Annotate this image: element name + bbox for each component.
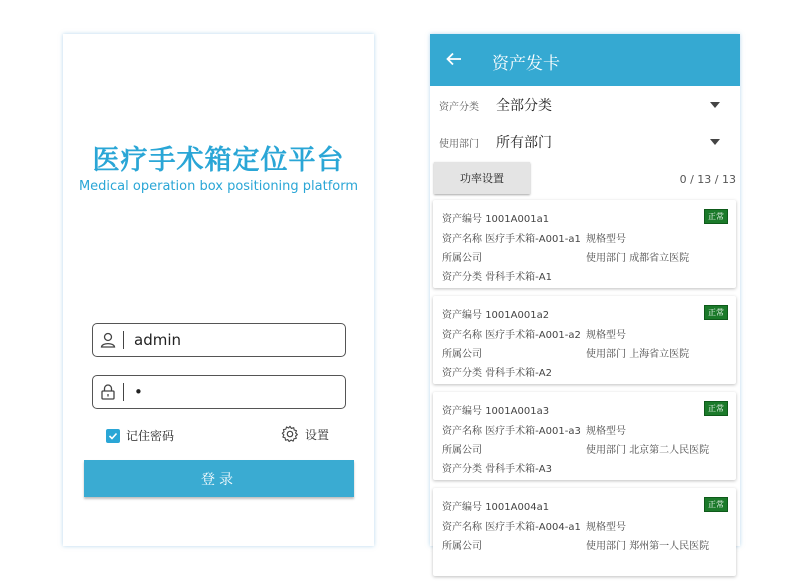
asset-code-row [442,498,549,513]
dept-row [586,345,689,360]
status-badge: 正常 [704,305,728,320]
asset-name: 医疗手术箱-A004-a1 [485,522,581,533]
field-label: 所属公司 [442,253,482,264]
dept-row [586,537,709,552]
password-field[interactable] [92,375,346,409]
asset-category: 骨科手术箱-A2 [485,368,552,379]
field-label: 所属公司 [442,349,482,360]
list-item[interactable] [433,296,736,384]
list-item[interactable] [433,200,736,288]
status-badge: 正常 [704,209,728,224]
login-button[interactable]: 登录 [84,460,354,497]
company-row [442,441,482,456]
app-subtitle: Medical operation box positioning platform [78,179,359,194]
field-label: 使用部门 [586,541,626,552]
field-label: 规格型号 [586,426,626,437]
user-icon [93,331,123,349]
asset-name-row [442,518,581,533]
department: 上海省立医院 [629,349,690,360]
company-row [442,345,482,360]
field-label: 资产编号 [442,310,482,321]
field-label: 资产名称 [442,522,482,533]
lock-icon [93,383,123,401]
field-label: 所属公司 [442,445,482,456]
dropdown-caret-icon [710,102,720,108]
app-title: 医疗手术箱定位平台 [92,145,345,176]
asset-code-row [442,402,549,417]
asset-category: 骨科手术箱-A3 [485,464,552,475]
field-label: 所属公司 [442,541,482,552]
asset-name-row [442,422,581,437]
field-label: 使用部门 [586,253,626,264]
field-label: 资产名称 [442,234,482,245]
asset-category: 骨科手术箱-A1 [485,272,552,283]
dept-row [586,249,689,264]
login-screen [63,34,374,546]
asset-code: 1001A004a1 [485,502,550,513]
field-label: 规格型号 [586,522,626,533]
username-input[interactable] [132,330,326,350]
username-field[interactable] [92,323,346,357]
item-counter: 0 / 13 / 13 [679,173,736,186]
field-label: 资产编号 [442,214,482,225]
asset-code: 1001A001a1 [485,214,550,225]
asset-code-row [442,306,549,321]
field-label: 使用部门 [586,445,626,456]
field-label: 资产分类 [442,368,482,379]
asset-code: 1001A001a3 [485,406,550,417]
asset-card-screen [430,34,740,552]
power-settings-button[interactable]: 功率设置 [434,162,530,194]
category-row [442,460,552,475]
model-row [586,326,626,341]
category-row [442,364,552,379]
list-item[interactable] [433,488,736,576]
model-row [586,518,626,533]
field-label: 资产分类 [442,272,482,283]
field-separator [123,383,124,401]
model-row [586,230,626,245]
asset-code: 1001A001a2 [485,310,550,321]
remember-label: 记住密码 [126,429,175,443]
filter-value: 所有部门 [496,135,552,151]
dept-row [586,441,709,456]
asset-name: 医疗手术箱-A001-a1 [485,234,581,245]
field-label: 使用部门 [586,349,626,360]
field-separator [123,331,124,349]
field-label: 规格型号 [586,234,626,245]
field-label: 资产名称 [442,426,482,437]
status-badge: 正常 [704,401,728,416]
department: 郑州第一人民医院 [629,541,710,552]
field-label: 资产分类 [442,464,482,475]
page-title: 资产发卡 [492,54,560,74]
list-item[interactable] [433,392,736,480]
company-row [442,537,482,552]
field-label: 资产编号 [442,406,482,417]
back-arrow-icon[interactable] [444,49,464,73]
dropdown-caret-icon [710,139,720,145]
filter-value: 全部分类 [496,98,552,114]
filter-label: 使用部门 [439,138,479,150]
asset-name-row [442,326,581,341]
asset-name: 医疗手术箱-A001-a3 [485,426,581,437]
category-row [442,268,552,283]
department: 成都省立医院 [629,253,690,264]
field-label: 规格型号 [586,330,626,341]
company-row [442,249,482,264]
filter-label: 资产分类 [439,101,479,113]
field-label: 资产名称 [442,330,482,341]
password-input[interactable] [132,382,326,402]
department: 北京第二人民医院 [629,445,710,456]
asset-name: 医疗手术箱-A001-a2 [485,330,581,341]
asset-code-row [442,210,549,225]
asset-name-row [442,230,581,245]
settings-label: 设置 [305,427,330,442]
settings-link[interactable] [281,425,329,443]
field-label: 资产编号 [442,502,482,513]
category-filter-dropdown[interactable] [430,90,740,120]
department-filter-dropdown[interactable] [430,127,740,157]
remember-password-checkbox[interactable] [106,427,174,444]
model-row [586,422,626,437]
status-badge: 正常 [704,497,728,512]
app-bar [430,34,740,86]
checkbox-checked-icon[interactable] [106,429,120,443]
gear-icon [281,425,299,443]
